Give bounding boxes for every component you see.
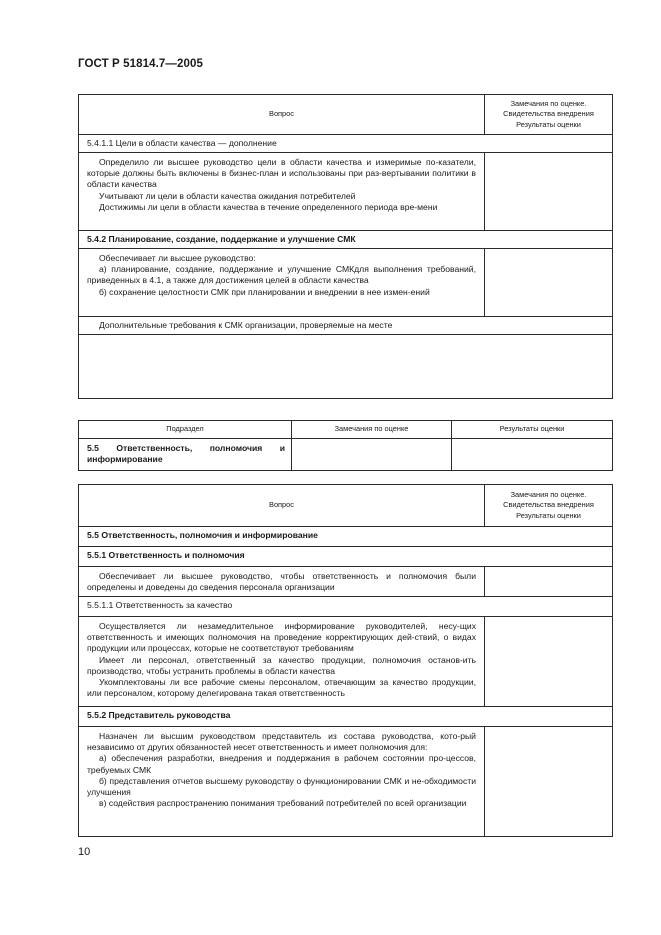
remarks-cell[interactable]: [292, 439, 452, 471]
section-row: [79, 707, 613, 727]
remarks-header: Замечания по оценке. Свидетельства внедрения Результаты оценки: [485, 95, 613, 135]
assessment-table-1: [78, 94, 613, 399]
notes-cell[interactable]: [79, 335, 613, 399]
section-title: 5.4.1.1 Цели в области качества — дополнение: [79, 135, 613, 153]
section-title: 5.5.1 Ответственность и полномочия: [79, 547, 613, 567]
subsection-header: Подраздел: [79, 421, 292, 439]
remarks-cell[interactable]: [485, 153, 613, 231]
results-header: Результаты оценки: [452, 421, 613, 439]
notes-row: [79, 335, 613, 399]
question-header: Вопрос: [79, 95, 485, 135]
section-title: Дополнительные требования к СМК организации, проверяемые на месте: [79, 317, 613, 335]
subsection-row: [79, 439, 613, 471]
question-text: Обеспечивает ли высшее руководство, чтобы ответственность и полномочия были определены и доведены до сведения персонала организации: [79, 567, 485, 597]
section-row: [79, 527, 613, 547]
section-row: [79, 597, 613, 617]
question-text: Определило ли высшее руководство цели в области качества и измеримые по-казатели, которые должны быть включены в бизнес-план и использованы при раз-вертывании политики в области качества Учитывают ли цели в области качества ожидания потребителей Достижимы ли цели в области качества в течение определенного периода вре-мени: [79, 153, 485, 231]
section-title: 5.5.2 Представитель руководства: [79, 707, 613, 727]
section-title: 5.4.2 Планирование, создание, поддержание и улучшение СМК: [79, 231, 613, 249]
section-title: 5.5.1.1 Ответственность за качество: [79, 597, 613, 617]
table-header-row: [79, 485, 613, 527]
section-row: [79, 231, 613, 249]
question-text: Назначен ли высшим руководством представитель из состава руководства, кото-рый независимо от других обязанностей несет ответственность и имеет полномочия для: а) обеспечения разработки, внедрения и поддержания в рабочем состоянии про-цессов, требуемых СМК б) представления отчетов высшему руководству о функционировании СМК и не-обходимости улучшения в) содействия распространению понимания требований потребителей по всей организации: [79, 727, 485, 837]
section-row: [79, 135, 613, 153]
table-header-row: [79, 95, 613, 135]
assessment-table-3: [78, 484, 613, 837]
assessment-table-2: [78, 420, 613, 471]
subsection-title: 5.5 Ответственность, полномочия и информирование: [79, 439, 292, 471]
question-text: Обеспечивает ли высшее руководство: а) планирование, создание, поддержание и улучшение СМКдля выполнения требований, приведенных в 4.1, а также для достижения целей в области качества б) сохранение целостности СМК при планировании и внедрении в нее измен-ений: [79, 249, 485, 317]
remarks-header: Замечания по оценке. Свидетельства внедрения Результаты оценки: [485, 485, 613, 527]
question-row: [79, 617, 613, 707]
remarks-cell[interactable]: [485, 727, 613, 837]
question-row: [79, 727, 613, 837]
section-row: [79, 317, 613, 335]
section-title: 5.5 Ответственность, полномочия и информирование: [79, 527, 613, 547]
question-header: Вопрос: [79, 485, 485, 527]
remarks-header: Замечания по оценке: [292, 421, 452, 439]
question-row: [79, 567, 613, 597]
remarks-cell[interactable]: [485, 617, 613, 707]
remarks-cell[interactable]: [485, 249, 613, 317]
page-number: 10: [78, 846, 91, 858]
question-text: Осуществляется ли незамедлительное информирование руководителей, несу-щих ответственность и имеющих полномочия на проведение корректирующих дей-ствий, о видах продукции или процессах, которые не соответствуют требованиям Имеет ли персонал, ответственный за качество продукции, полномочия останов-ить производство, чтобы устранить проблемы в области качества Укомплектованы ли все рабочие смены персоналом, отвечающим за качество продукции, или персоналом, которому делегирована такая ответственность: [79, 617, 485, 707]
results-cell[interactable]: [452, 439, 613, 471]
table-header-row: [79, 421, 613, 439]
remarks-cell[interactable]: [485, 567, 613, 597]
question-row: [79, 153, 613, 231]
question-row: [79, 249, 613, 317]
section-row: [79, 547, 613, 567]
document-header: ГОСТ Р 51814.7—2005: [78, 58, 203, 70]
